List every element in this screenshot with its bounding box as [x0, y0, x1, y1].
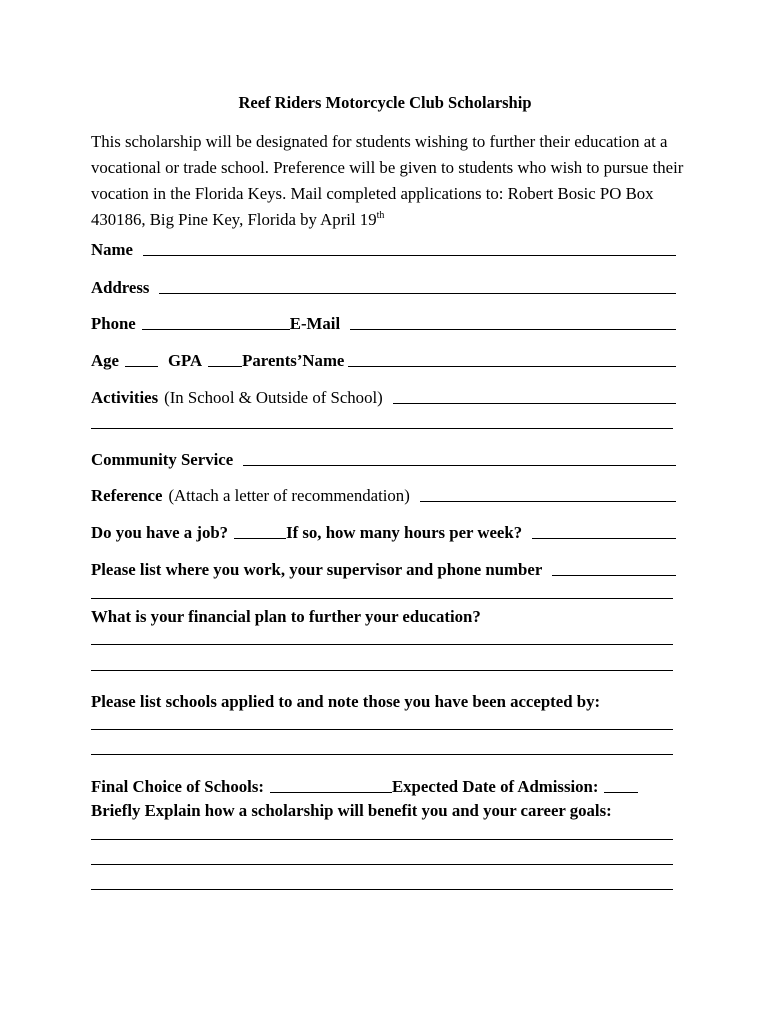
email-label: E-Mail [289, 314, 341, 333]
job-row [91, 523, 676, 543]
schools-applied-label: Please list schools applied to and note those you have been accepted by: [91, 692, 601, 711]
reference-label: Reference [91, 486, 163, 505]
address-row [91, 278, 676, 298]
financial-plan-field-line-1[interactable] [91, 644, 673, 645]
phone-email-row [91, 314, 676, 334]
final-choice-row [91, 777, 676, 797]
final-choice-label: Final Choice of Schools: [91, 777, 264, 796]
schools-applied-row [91, 692, 676, 712]
parents-name-label: Parents’Name [242, 351, 345, 370]
age-label: Age [91, 351, 119, 370]
community-service-label: Community Service [91, 450, 234, 469]
financial-plan-label: What is your financial plan to further your education? [91, 607, 481, 626]
email-field[interactable] [350, 329, 676, 330]
activities-note: (In School & Outside of School) [164, 388, 383, 407]
final-choice-field[interactable] [270, 792, 392, 793]
job-field[interactable] [234, 538, 286, 539]
benefit-row [91, 801, 676, 821]
address-label: Address [91, 278, 150, 297]
admission-date-field[interactable] [604, 792, 638, 793]
financial-plan-field-line-2[interactable] [91, 670, 673, 671]
benefit-label: Briefly Explain how a scholarship will benefit you and your career goals: [91, 801, 612, 820]
community-service-row [91, 450, 676, 470]
job-label: Do you have a job? [91, 523, 229, 542]
intro-paragraph [91, 129, 691, 233]
activities-field[interactable] [393, 403, 676, 404]
schools-applied-field-line-1[interactable] [91, 729, 673, 730]
financial-plan-row [91, 607, 676, 627]
reference-row [91, 486, 676, 506]
activities-field-line-2[interactable] [91, 428, 673, 429]
hours-field[interactable] [532, 538, 676, 539]
community-service-field[interactable] [243, 465, 676, 466]
gpa-label: GPA [167, 351, 203, 370]
phone-field[interactable] [142, 329, 290, 330]
benefit-field-line-1[interactable] [91, 839, 673, 840]
age-gpa-parents-row [91, 351, 676, 371]
phone-label: Phone [91, 314, 136, 333]
reference-field[interactable] [420, 501, 676, 502]
intro-text: This scholarship will be designated for students wishing to further their education at a vocational or trade school. Preference will be given to students who wish to pursue their vocation in the Florida Keys. Mail completed applications to: Robert Bosic PO Box 430186, Big Pine Key, Florida by April 19 [91, 132, 684, 229]
address-field[interactable] [159, 293, 676, 294]
form-title: Reef Riders Motorcycle Club Scholarship [238, 93, 532, 112]
work-supervisor-field[interactable] [552, 575, 676, 576]
gpa-field[interactable] [208, 366, 242, 367]
intro-superscript: th [376, 210, 385, 221]
name-row [91, 240, 676, 260]
reference-note: (Attach a letter of recommendation) [168, 486, 410, 505]
age-field[interactable] [125, 366, 158, 367]
work-supervisor-label: Please list where you work, your supervisor and phone number [91, 560, 543, 579]
name-label: Name [91, 240, 133, 259]
benefit-field-line-3[interactable] [91, 889, 673, 890]
work-supervisor-row [91, 560, 676, 580]
admission-date-label: Expected Date of Admission: [391, 777, 599, 796]
work-supervisor-field-line-2[interactable] [91, 598, 673, 599]
schools-applied-field-line-2[interactable] [91, 754, 673, 755]
activities-row [91, 388, 676, 408]
parents-name-field[interactable] [348, 366, 676, 367]
hours-label: If so, how many hours per week? [286, 523, 523, 542]
name-field[interactable] [143, 255, 676, 256]
activities-label: Activities [91, 388, 159, 407]
benefit-field-line-2[interactable] [91, 864, 673, 865]
